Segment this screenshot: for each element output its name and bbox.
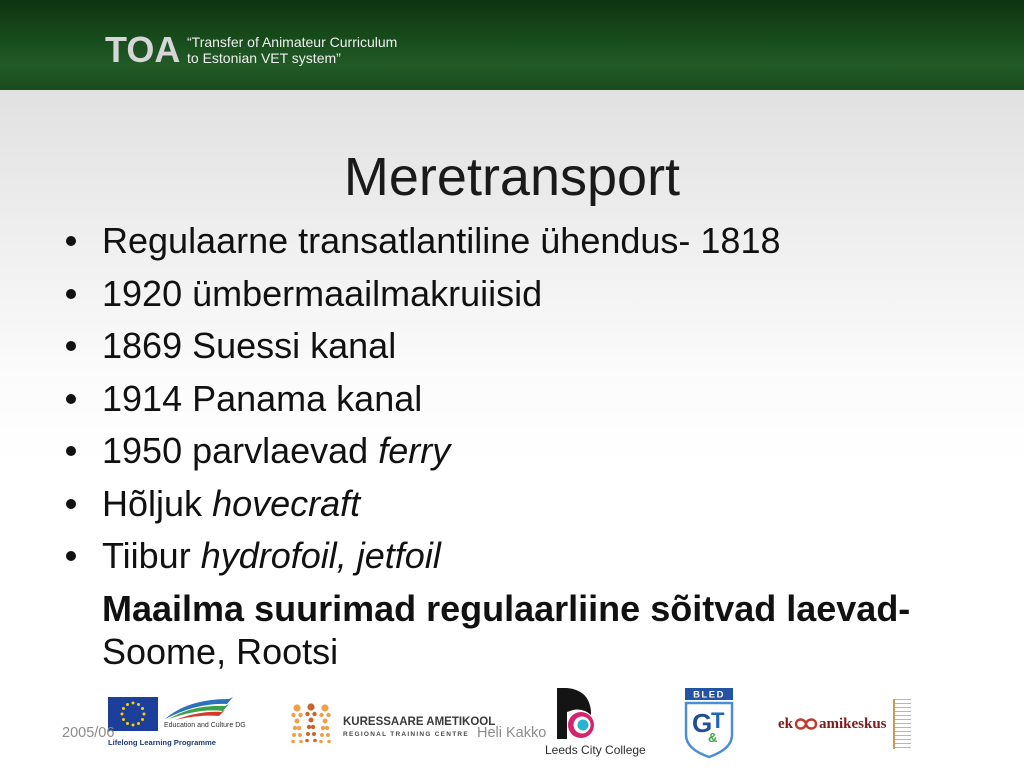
bullet-item	[0, 377, 1024, 420]
bullet-text: Tiibur	[102, 535, 191, 576]
slide-title: Meretransport	[343, 147, 681, 207]
bullet-icon	[66, 236, 76, 246]
bullet-icon	[66, 446, 76, 456]
bullet-icon	[66, 341, 76, 351]
bullet-item	[0, 324, 1024, 367]
shield-icon	[684, 687, 734, 759]
header-bar	[0, 0, 1024, 90]
bullet-icon	[66, 551, 76, 561]
bled-band-label: BLED	[693, 689, 725, 701]
bullet-italic-term: hydrofoil, jetfoil	[200, 535, 441, 576]
bullet-italic-term: hovecraft	[212, 482, 361, 524]
closing-note-regular: Soome, Rootsi	[102, 630, 339, 672]
bullet-text: Hõljuk	[102, 482, 203, 524]
footer-author: Heli Kakko	[477, 725, 547, 741]
project-tagline	[187, 34, 397, 66]
tagline-line-2: to Estonian VET system”	[187, 50, 341, 66]
eksamikeskus-logo	[778, 713, 887, 735]
bullet-text: 1914 Panama kanal	[102, 377, 423, 419]
bullet-icon	[66, 499, 76, 509]
stripes-icon	[893, 699, 911, 749]
eu-dg-label: Education and Culture DG	[164, 722, 246, 729]
leeds-emblem-icon	[555, 687, 597, 741]
bullet-icon	[66, 289, 76, 299]
bullet-list	[0, 219, 1024, 682]
bullet-italic-term: ferry	[378, 430, 451, 471]
kuressaare-name: KURESSAARE AMETIKOOL	[343, 716, 496, 728]
bullet-item	[0, 219, 1024, 262]
bullet-item	[0, 482, 1024, 525]
bullet-item	[0, 429, 1024, 472]
bled-monogram-g: G	[692, 708, 713, 738]
swoosh-icon	[163, 695, 235, 721]
bullet-item	[0, 534, 1024, 577]
eu-flag-icon	[108, 697, 158, 731]
eksamikeskus-suffix: amikeskus	[819, 715, 887, 732]
bullet-text: 1869 Suessi kanal	[102, 325, 397, 366]
leeds-name: Leeds City College	[545, 743, 646, 757]
bullet-icon	[66, 394, 76, 404]
bullet-text: 1920 ümbermaailmakruiisid	[102, 272, 543, 314]
bullet-text: 1950 parvlaevad	[102, 430, 369, 471]
toa-logo-text: TOA	[105, 29, 181, 70]
bullet-text: Regulaarne transatlantiline ühendus- 1818	[102, 220, 781, 261]
closing-note-bold: Maailma suurimad regulaarliine sõitvad laevad-	[102, 587, 911, 629]
bullet-item	[0, 272, 1024, 315]
footer-date: 2005/06	[62, 725, 115, 741]
lifelong-learning-label: Lifelong Learning Programme	[108, 738, 217, 747]
bled-monogram-t: T	[711, 708, 725, 733]
tagline-line-1: “Transfer of Animateur Curriculum	[187, 34, 398, 50]
bled-monogram-amp: &	[708, 730, 718, 745]
eksamikeskus-prefix: ek	[778, 715, 793, 732]
loop-icon	[794, 717, 818, 731]
kuressaare-subtitle: REGIONAL TRAINING CENTRE	[343, 731, 469, 738]
people-figures-icon	[290, 702, 332, 744]
closing-note	[0, 587, 1024, 673]
